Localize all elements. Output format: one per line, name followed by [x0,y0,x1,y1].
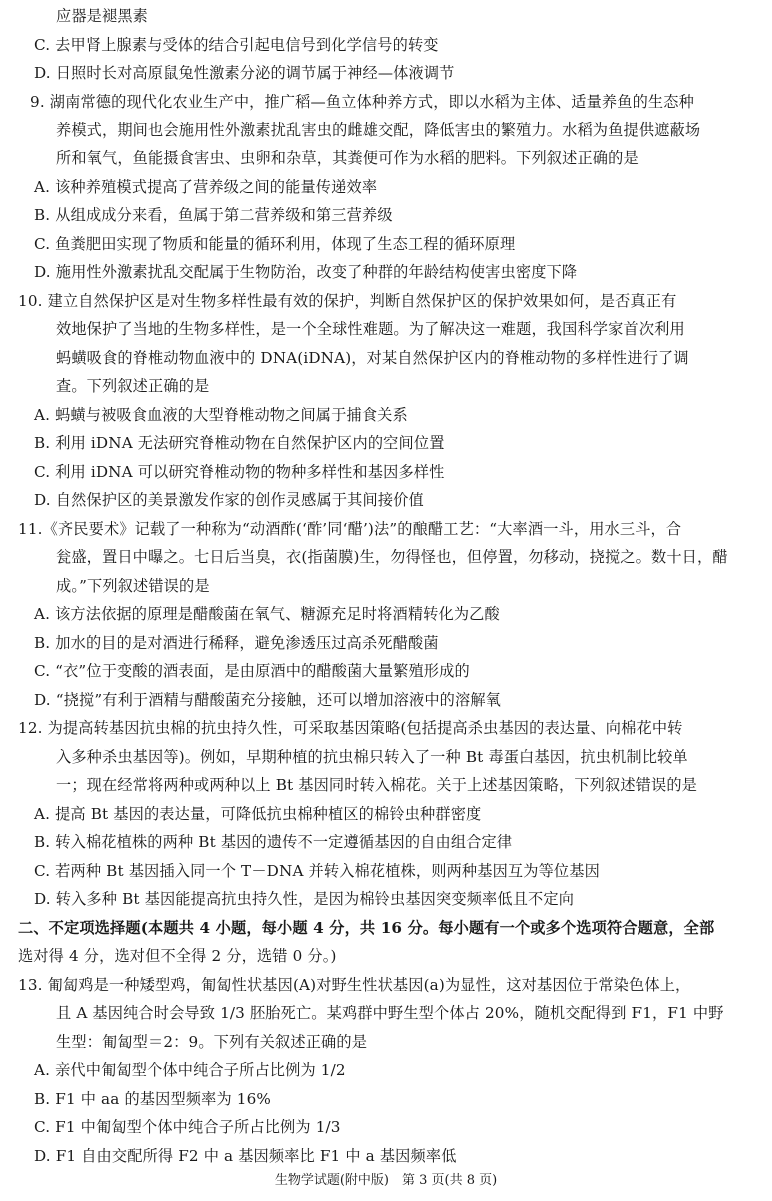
section-2-heading-cont: 选对得 4 分，选对但不全得 2 分，选错 0 分。) [18,947,337,965]
q12-stem-line-2: 入多种杀虫基因等)。例如，早期种植的抗虫棉只转入了一种 Bt 毒蛋白基因，抗虫机制比较单 [56,748,688,766]
q9-option-a: A. 该种养殖模式提高了营养级之间的能量传递效率 [34,178,378,196]
q12-option-a: A. 提高 Bt 基因的表达量，可降低抗虫棉种植区的棉铃虫种群密度 [34,805,482,823]
q9-stem-line-1: 9. 湖南常德的现代化农业生产中，推广稻—鱼立体种养方式，即以水稻为主体、适量养鱼的生态种 [30,93,694,111]
q11-stem-line-1: 11.《齐民要术》记载了一种称为“动酒酢(‘酢’同‘醋’)法”的酿醋工艺：“大率酒一斗，用水三斗，合 [18,520,682,538]
q13-stem-line-1: 13. 匍匐鸡是一种矮型鸡，匍匐性状基因(A)对野生性状基因(a)为显性，这对基因位于常染色体上， [18,976,691,994]
q10-option-b: B. 利用 iDNA 无法研究脊椎动物在自然保护区内的空间位置 [34,434,445,452]
page-footer: 生物学试题(附中版) 第 3 页(共 8 页) [274,1173,498,1188]
q11-stem-line-2: 瓮盛，置日中曝之。七日后当臭，衣(指菌膜)生，勿得怪也，但停置，勿移动，挠搅之。数十日，醋 [56,548,728,566]
q9-stem-line-3: 所和氧气，鱼能摄食害虫、虫卵和杂草，其粪便可作为水稻的肥料。下列叙述正确的是 [56,149,639,167]
q9-stem-line-2: 养模式，期间也会施用性外激素扰乱害虫的雌雄交配，降低害虫的繁殖力。水稻为鱼提供遮蔽场 [56,121,701,139]
q12-stem-line-3: 一；现在经常将两种或两种以上 Bt 基因同时转入棉花。关于上述基因策略，下列叙述错误的是 [56,776,698,794]
q9-option-d: D. 施用性外激素扰乱交配属于生物防治，改变了种群的年龄结构使害虫密度下降 [34,263,578,281]
q10-option-d: D. 自然保护区的美景激发作家的创作灵感属于其间接价值 [34,491,424,509]
q10-option-c: C. 利用 iDNA 可以研究脊椎动物的物种多样性和基因多样性 [34,463,445,481]
q12-option-b: B. 转入棉花植株的两种 Bt 基因的遗传不一定遵循基因的自由组合定律 [34,833,513,851]
q9-option-c: C. 鱼粪肥田实现了物质和能量的循环利用，体现了生态工程的循环原理 [34,235,516,253]
q13-stem-line-3: 生型：匍匐型＝2：9。下列有关叙述正确的是 [56,1033,368,1051]
q11-option-a: A. 该方法依据的原理是醋酸菌在氧气、糖源充足时将酒精转化为乙酸 [34,605,500,623]
q12-option-c: C. 若两种 Bt 基因插入同一个 T－DNA 并转入棉花植株，则两种基因互为等位基因 [34,862,600,880]
section-2-heading: 二、不定项选择题(本题共 4 小题，每小题 4 分，共 16 分。每小题有一个或多个选项符合题意，全部 [18,919,715,937]
q11-stem-line-3: 成。”下列叙述错误的是 [56,577,210,595]
q8-option-d: D. 日照时长对高原鼠兔性激素分泌的调节属于神经—体液调节 [34,64,455,82]
q13-option-a: A. 亲代中匍匐型个体中纯合子所占比例为 1/2 [34,1061,346,1079]
q13-stem-line-2: 且 A 基因纯合时会导致 1/3 胚胎死亡。某鸡群中野生型个体占 20%，随机交配得到 F1，F1 中野 [56,1004,724,1022]
q10-stem-line-4: 查。下列叙述正确的是 [56,377,210,395]
q10-stem-line-2: 效地保护了当地的生物多样性，是一个全球性难题。为了解决这一难题，我国科学家首次利用 [56,320,685,338]
q13-option-b: B. F1 中 aa 的基因型频率为 16% [34,1090,271,1108]
q10-option-a: A. 蚂蟥与被吸食血液的大型脊椎动物之间属于捕食关系 [34,406,408,424]
q9-option-b: B. 从组成成分来看，鱼属于第二营养级和第三营养级 [34,206,393,224]
q13-option-d: D. F1 自由交配所得 F2 中 a 基因频率比 F1 中 a 基因频率低 [34,1147,457,1165]
q11-option-b: B. 加水的目的是对酒进行稀释，避免渗透压过高杀死醋酸菌 [34,634,439,652]
q11-option-d: D. “挠搅”有利于酒精与醋酸菌充分接触，还可以增加溶液中的溶解氧 [34,691,502,709]
q10-stem-line-3: 蚂蟥吸食的脊椎动物血液中的 DNA(iDNA)，对某自然保护区内的脊椎动物的多样性进行了调 [56,349,689,367]
q12-stem-line-1: 12. 为提高转基因抗虫棉的抗虫持久性，可采取基因策略(包括提高杀虫基因的表达量、向棉花中转 [18,719,683,737]
q13-option-c: C. F1 中匍匐型个体中纯合子所占比例为 1/3 [34,1118,341,1136]
q11-option-c: C. “衣”位于变酸的酒表面，是由原酒中的醋酸菌大量繁殖形成的 [34,662,470,680]
q8-option-c: C. 去甲肾上腺素与受体的结合引起电信号到化学信号的转变 [34,36,439,54]
q10-stem-line-1: 10. 建立自然保护区是对生物多样性最有效的保护，判断自然保护区的保护效果如何，是否真正有 [18,292,677,310]
q8-stem-continuation: 应器是褪黑素 [56,7,149,25]
q12-option-d: D. 转入多种 Bt 基因能提高抗虫持久性，是因为棉铃虫基因突变频率低且不定向 [34,890,575,908]
